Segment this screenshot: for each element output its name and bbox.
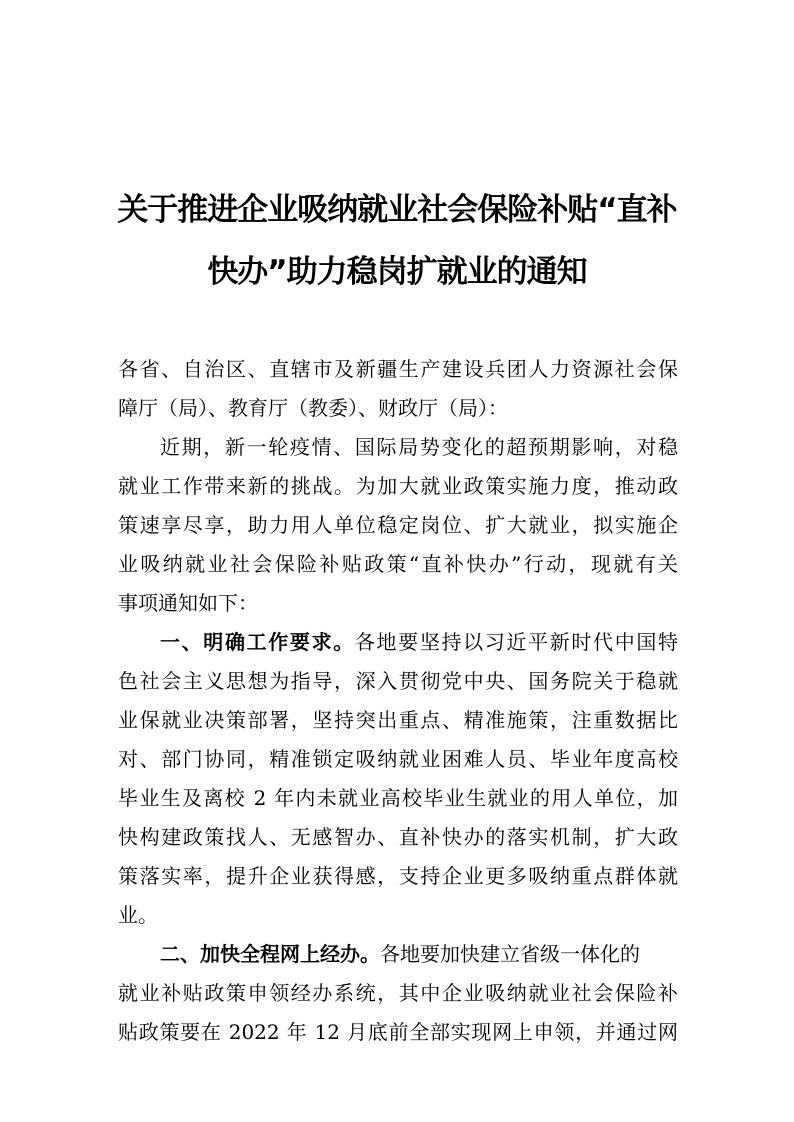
section-2-heading: 二、加快全程网上经办。 xyxy=(160,942,380,966)
intro-line-1: 近期，新一轮疫情、国际局势变化的超预期影响，对稳 xyxy=(160,435,678,459)
section-1-heading: 一、明确工作要求。 xyxy=(160,630,355,654)
section-1-line-5: 毕业生及离校 2 年内未就业高校毕业生就业的用人单位，加 xyxy=(118,786,678,810)
section-2-line-2: 就业补贴政策申领经办系统，其中企业吸纳就业社会保险补 xyxy=(118,981,678,1005)
section-1-line-4: 对、部门协同，精准锁定吸纳就业困难人员、毕业年度高校 xyxy=(118,747,678,771)
intro-line-4: 业吸纳就业社会保险补贴政策“直补快办”行动，现就有关 xyxy=(118,552,678,576)
intro-line-3: 策速享尽享，助力用人单位稳定岗位、扩大就业，拟实施企 xyxy=(118,513,678,537)
document-title-line-1: 关于推进企业吸纳就业社会保险补贴“直补 xyxy=(117,192,677,228)
section-1-line-6: 快构建政策找人、无感智办、直补快办的落实机制，扩大政 xyxy=(118,825,678,849)
section-1-line-3: 业保就业决策部署，坚持突出重点、精准施策，注重数据比 xyxy=(118,708,678,732)
section-1-line-1-text: 各地要坚持以习近平新时代中国特 xyxy=(354,630,679,654)
section-2-line-3: 贴政策要在 2022 年 12 月底前全部实现网上申领，并通过网 xyxy=(118,1020,678,1044)
document-title-line-2: 快办”助力稳岗扩就业的通知 xyxy=(207,254,587,290)
section-2-line-1-text: 各地要加快建立省级一体化的 xyxy=(380,942,640,966)
section-1-line-2: 色社会主义思想为指导，深入贯彻党中央、国务院关于稳就 xyxy=(118,669,678,693)
section-2-line-1 xyxy=(160,939,678,969)
intro-line-5: 事项通知如下： xyxy=(118,591,258,615)
section-1-line-7: 策落实率，提升企业获得感，支持企业更多吸纳重点群体就 xyxy=(118,864,678,888)
intro-line-2: 就业工作带来新的挑战。为加大就业政策实施力度，推动政 xyxy=(118,474,678,498)
section-1-line-8: 业。 xyxy=(118,903,158,927)
section-1-line-1 xyxy=(160,627,678,657)
recipients-line-1: 各省、自治区、直辖市及新疆生产建设兵团人力资源社会保 xyxy=(118,357,678,381)
recipients-line-2: 障厅（局）、教育厅（教委）、财政厅（局）： xyxy=(118,396,508,420)
